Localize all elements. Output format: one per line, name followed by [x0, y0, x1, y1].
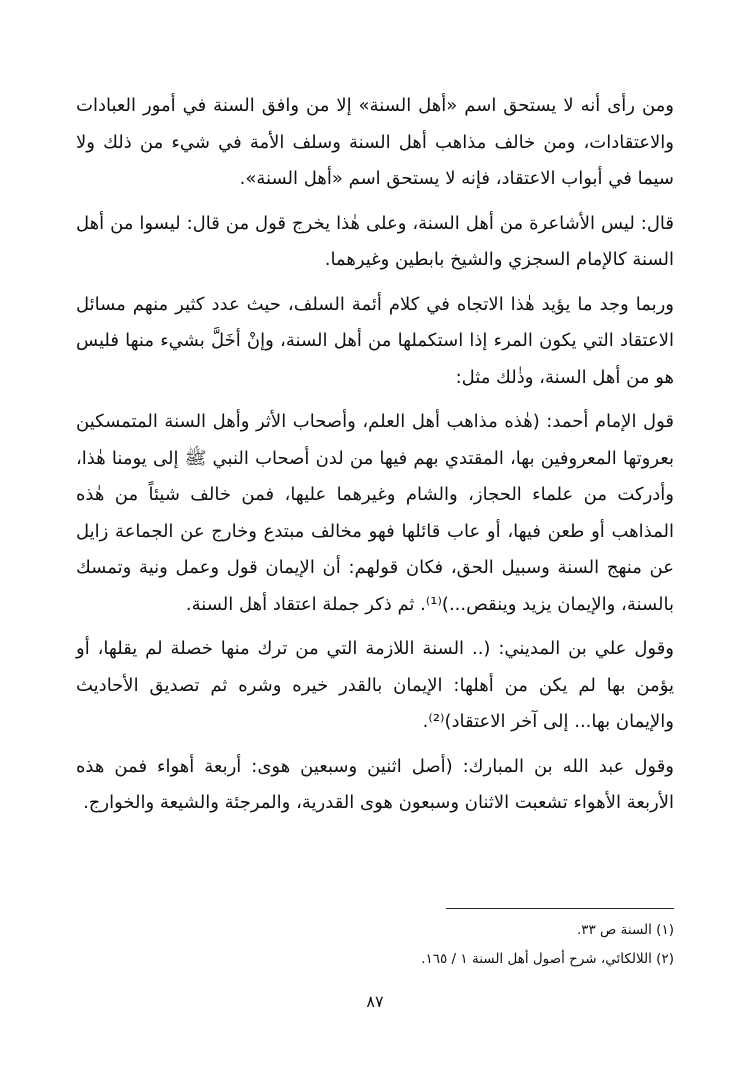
paragraph-3: وربما وجد ما يؤيد هٰذا الاتجاه في كلام أئمة السلف، حيث عدد كثير منهم مسائل الاعتقاد التي يكون المرء إذا استكملها من أهل السنة، وإنْ أخَلَّ بشيء منها فليس هو من أهل السنة، وذٰلك مثل: — [76, 293, 674, 388]
paragraph-2: قال: ليس الأشاعرة من أهل السنة، وعلى هٰذا يخرج قول من قال: ليسوا من أهل السنة كالإمام السجزي والشيخ بابطين وغيرهما. — [76, 212, 674, 270]
footnote-2: (٢) اللالكائي، شرح أصول أهل السنة ١ / ١٦٥. — [421, 951, 674, 967]
footnote-1: (١) السنة ص ٣٣. — [576, 922, 674, 938]
footnotes — [300, 916, 674, 974]
paragraph-4: قول الإمام أحمد: (هٰذه مذاهب أهل العلم، وأصحاب الأثر وأهل السنة المتمسكين بعروتها المعروفين بها، المقتدي بهم فيها من لدن أصحاب النبي ﷺ إلى يومنا هٰذا، وأدركت من علماء الحجاز، والشام وغيرهما عليها، فمن خالف شيئاً من هٰذه المذاهب أو طعن فيها، أو عاب قائلها فهو مخالف مبتدع وخارج عن الجماعة زايل عن منهج السنة وسبيل الحق، فكان قولهم: أن الإيمان قول وعمل ونية وتمسك بالسنة، والإيمان يزيد وينقص...)⁽¹⁾. ثم ذكر جملة اعتقاد أهل السنة. — [76, 411, 674, 615]
paragraph-5: وقول علي بن المديني: (.. السنة اللازمة التي من ترك منها خصلة لم يقلها، أو يؤمن بها لم يكن من أهلها: الإيمان بالقدر خيره وشره ثم تصديق الأحاديث والإيمان بها... إلى آخر الاعتقاد)⁽²⁾. — [76, 638, 674, 732]
main-text — [76, 88, 674, 830]
paragraph-6: وقول عبد الله بن المبارك: (أصل اثنين وسبعين هوى: أربعة أهواء فمن هذه الأربعة الأهواء تشعبت الاثنان وسبعون هوى القدرية، والمرجئة والشيعة والخوارج. — [76, 755, 674, 813]
footnote-divider — [446, 908, 674, 909]
page-number: ٨٧ — [366, 992, 384, 1011]
paragraph-1: ومن رأى أنه لا يستحق اسم «أهل السنة» إلا من وافق السنة في أمور العبادات والاعتقادات، ومن خالف مذاهب أهل السنة وسلف الأمة في شيء من ذلك ولا سيما في أبواب الاعتقاد، فإنه لا يستحق اسم «أهل السنة». — [76, 95, 674, 189]
